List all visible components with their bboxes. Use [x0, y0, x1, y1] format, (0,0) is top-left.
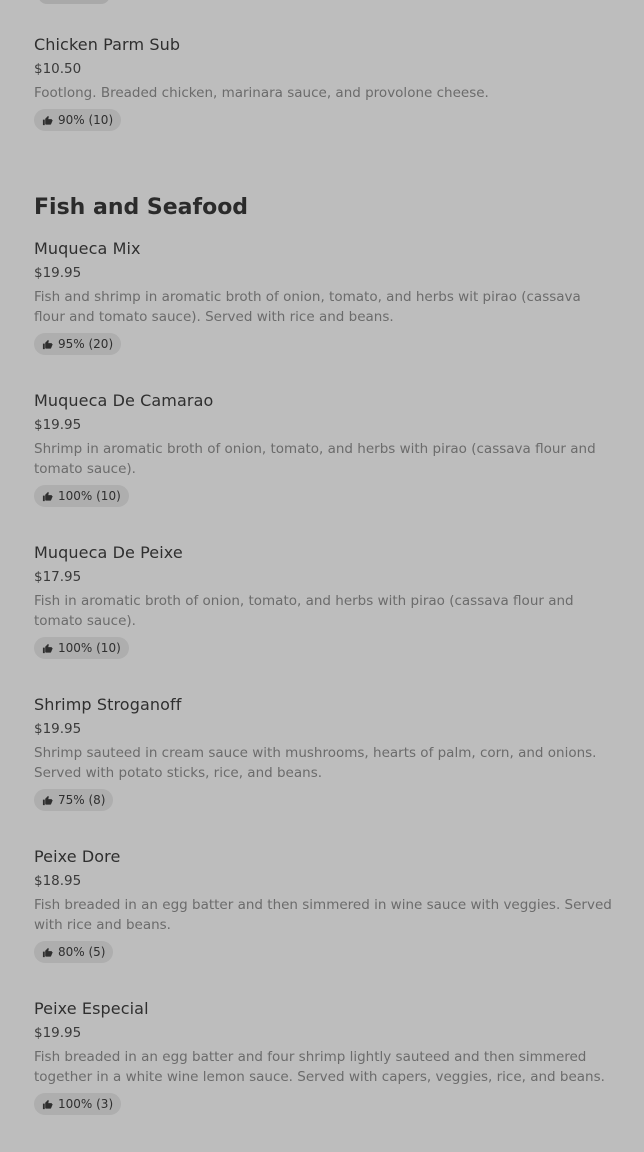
rating-badge	[34, 941, 113, 963]
menu-item-name: Shrimp Stroganoff	[34, 695, 182, 714]
menu-item-description: Fish and shrimp in aromatic broth of onion, tomato, and herbs wit pirao (cassava flour and tomato sauce). Served with rice and beans.	[34, 289, 581, 325]
menu-item-price: $17.95	[34, 569, 82, 585]
rating-badge	[34, 1093, 121, 1115]
menu-item-name: Peixe Dore	[34, 847, 121, 866]
menu-item-name: Peixe Especial	[34, 999, 149, 1018]
menu-item-price: $10.50	[34, 61, 82, 77]
menu-item[interactable]	[34, 694, 614, 811]
menu-item-description: Fish breaded in an egg batter and then simmered in wine sauce with veggies. Served with rice and beans.	[34, 897, 612, 933]
rating-badge	[34, 333, 121, 355]
menu-item[interactable]	[34, 238, 614, 355]
menu-item-price: $19.95	[34, 721, 82, 737]
rating-text: 75% (8)	[58, 793, 106, 807]
section-title: Fish and Seafood	[34, 195, 249, 220]
rating-text: 80% (5)	[58, 945, 106, 959]
rating-text: 100% (10)	[58, 641, 121, 655]
menu-item-price: $19.95	[34, 265, 82, 281]
thumbs-up-icon	[42, 795, 53, 806]
menu-item-description: Fish breaded in an egg batter and four shrimp lightly sauteed and then simmered together in a white wine lemon sauce. Served with capers, veggies, rice, and beans.	[34, 1049, 605, 1085]
rating-badge	[34, 789, 113, 811]
menu-item[interactable]	[34, 846, 614, 963]
rating-text: 90% (10)	[58, 113, 114, 127]
menu-item-description: Footlong. Breaded chicken, marinara sauce, and provolone cheese.	[34, 85, 489, 101]
thumbs-up-icon	[42, 1099, 53, 1110]
rating-badge	[34, 637, 129, 659]
menu-item-price: $19.95	[34, 1025, 82, 1041]
rating-badge	[34, 109, 121, 131]
previous-item-rating-badge	[38, 0, 110, 4]
menu-item-name: Muqueca De Camarao	[34, 391, 214, 410]
menu-item-name: Muqueca De Peixe	[34, 543, 183, 562]
thumbs-up-icon	[42, 947, 53, 958]
menu-item-description: Shrimp sauteed in cream sauce with mushrooms, hearts of palm, corn, and onions. Served with potato sticks, rice, and beans.	[34, 745, 597, 781]
menu-item-description: Shrimp in aromatic broth of onion, tomato, and herbs with pirao (cassava flour and tomato sauce).	[34, 441, 596, 477]
thumbs-up-icon	[42, 491, 53, 502]
rating-text: 100% (10)	[58, 489, 121, 503]
menu-item-price: $18.95	[34, 873, 82, 889]
thumbs-up-icon	[42, 115, 53, 126]
thumbs-up-icon	[42, 339, 53, 350]
menu-item[interactable]	[34, 998, 614, 1115]
menu-item-name: Muqueca Mix	[34, 239, 141, 258]
menu-item-price: $19.95	[34, 417, 82, 433]
menu-item[interactable]	[34, 542, 614, 659]
rating-text: 95% (20)	[58, 337, 114, 351]
menu-item-name: Chicken Parm Sub	[34, 35, 181, 54]
thumbs-up-icon	[42, 643, 53, 654]
rating-badge	[34, 485, 129, 507]
menu-item-description: Fish in aromatic broth of onion, tomato, and herbs with pirao (cassava flour and tomato sauce).	[34, 593, 574, 629]
menu-item[interactable]	[34, 390, 614, 507]
menu-item[interactable]	[34, 34, 614, 131]
rating-text: 100% (3)	[58, 1097, 114, 1111]
